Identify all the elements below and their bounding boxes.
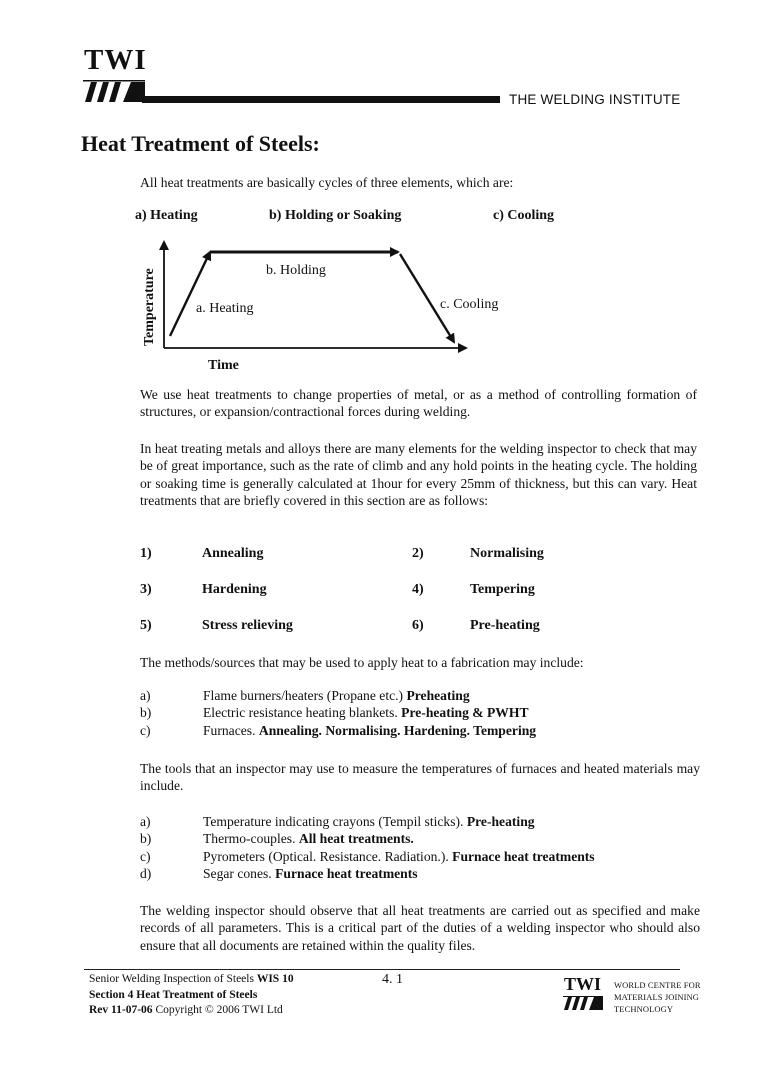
footer-rule (84, 969, 680, 970)
item-bold: Preheating (406, 688, 470, 703)
item-bold: Annealing. Normalising. Hardening. Tempering (258, 722, 537, 738)
treatment-number: 4) (412, 582, 424, 597)
treatments-row (140, 546, 600, 566)
footer-course: Senior Welding Inspection of Steels (89, 973, 257, 985)
treatment-number: 6) (412, 618, 424, 633)
item-text: Thermo-couples. (203, 831, 299, 847)
footer-course-code: WIS 10 (256, 973, 294, 985)
treatment-name: Hardening (202, 582, 267, 597)
list-item (140, 687, 700, 704)
page-title: Heat Treatment of Steels: (81, 131, 320, 156)
heating-line (170, 252, 210, 336)
tools-intro: The tools that an inspector may use to measure the temperatures of furnaces and heated materials may include. (140, 761, 700, 794)
item-bold: Furnace heat treatments (275, 866, 418, 882)
heat-elements (135, 208, 575, 228)
heat-cycle-diagram (136, 238, 499, 373)
treatments-row (140, 582, 600, 602)
paragraph-elements: In heat treating metals and alloys there are many elements for the welding inspector to check that may be of great importance, such as the rate of climb and any hold points in the heating cycle. The holding or soaking time is generally calculated at 1hour for every 25mm of thickness, but this can vary. Heat treatments that are briefly covered in this section are as follows: (140, 441, 697, 509)
item-bold: Furnace heat treatments (452, 848, 595, 864)
item-letter: a) (140, 814, 151, 829)
element-cooling: c) Cooling (493, 208, 555, 223)
element-heating: a) Heating (135, 208, 198, 223)
y-axis-label: Temperature (142, 268, 157, 346)
footer-twi-logo-icon (563, 996, 603, 1010)
treatment-number: 1) (140, 546, 152, 561)
tools-list (140, 813, 700, 883)
treatment-name: Tempering (470, 582, 535, 597)
item-text: Furnaces. (203, 722, 259, 738)
list-item (140, 722, 700, 739)
heating-label: a. Heating (196, 301, 254, 316)
page-number: 4. 1 (382, 972, 403, 987)
treatment-number: 2) (412, 546, 424, 561)
cooling-label: c. Cooling (440, 297, 499, 312)
item-letter: d) (140, 866, 152, 882)
treatment-number: 3) (140, 582, 152, 597)
methods-intro: The methods/sources that may be used to apply heat to a fabrication may include: (140, 655, 584, 670)
item-bold: Pre-heating & PWHT (401, 705, 529, 721)
item-letter: a) (140, 688, 151, 703)
centre-line: WORLD CENTRE FOR (614, 980, 701, 990)
footer-revision: Rev 11-07-06 (89, 1004, 153, 1016)
list-item (140, 704, 700, 721)
item-letter: b) (140, 831, 152, 847)
element-holding: b) Holding or Soaking (269, 208, 402, 223)
closing-paragraph: The welding inspector should observe that all heat treatments are carried out as specified and make records of all parameters. This is a critical part of the duties of a welding inspector who should also ensure that all documents are retained within the quality files. (140, 903, 700, 953)
item-bold: All heat treatments. (298, 831, 414, 847)
item-letter: c) (140, 722, 151, 738)
footer-info (89, 972, 294, 1019)
item-letter: b) (140, 705, 152, 721)
footer-section: Section 4 Heat Treatment of Steels (89, 988, 258, 1001)
treatment-name: Annealing (202, 546, 264, 561)
treatments-row (140, 618, 600, 638)
item-bold: Pre-heating (466, 814, 535, 829)
footer-copyright: Copyright © 2006 TWI Ltd (152, 1004, 283, 1016)
centre-line: TECHNOLOGY (614, 1004, 674, 1014)
treatment-name: Pre-heating (470, 618, 540, 633)
twi-logo-icon (83, 80, 145, 102)
methods-list (140, 687, 700, 739)
paragraph-purpose: We use heat treatments to change properties of metal, or as a method of controlling formation of structures, or expansion/contractional forces during welding. (140, 387, 697, 420)
centre-line: MATERIALS JOINING (614, 992, 700, 1002)
item-text: Temperature indicating crayons (Tempil sticks). (203, 814, 467, 829)
item-letter: c) (140, 848, 151, 864)
footer-twi-logo-text: TWI (564, 974, 602, 994)
item-text: Pyrometers (Optical. Resistance. Radiation.). (203, 848, 453, 864)
list-item (140, 830, 700, 847)
treatment-name: Stress relieving (202, 618, 293, 633)
item-text: Segar cones. (203, 866, 276, 882)
header-rule (142, 96, 500, 103)
list-item (140, 813, 700, 830)
item-text: Flame burners/heaters (Propane etc.) (203, 688, 407, 703)
twi-logo-text: TWI (84, 44, 147, 76)
list-item (140, 865, 700, 882)
institute-name: THE WELDING INSTITUTE (509, 92, 681, 107)
holding-label: b. Holding (266, 263, 326, 278)
world-centre-text (614, 979, 701, 1015)
item-text: Electric resistance heating blankets. (203, 705, 402, 721)
x-axis-label: Time (208, 358, 239, 373)
intro-text: All heat treatments are basically cycles of three elements, which are: (140, 175, 514, 190)
list-item (140, 848, 700, 865)
treatment-number: 5) (140, 618, 152, 633)
treatment-name: Normalising (470, 546, 544, 561)
